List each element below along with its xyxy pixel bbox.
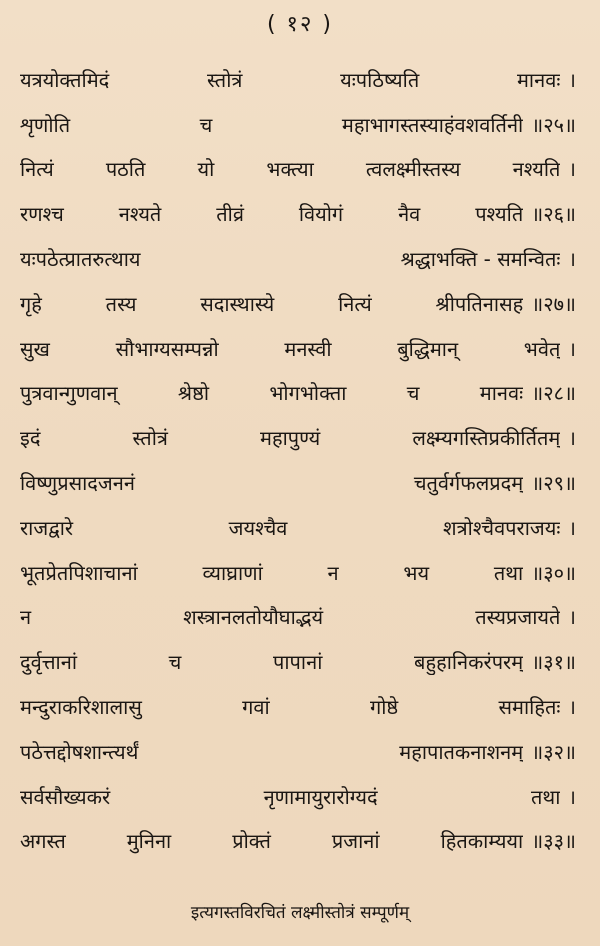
- verse-word: रणश्च: [20, 202, 64, 227]
- verse-word: तथा: [493, 560, 524, 585]
- verse-word: शृणोति: [20, 112, 71, 137]
- verse-word: वियोगं: [298, 202, 344, 227]
- verse-word: पुत्रवान्गुणवान्: [20, 381, 118, 406]
- verse-end-mark: ।: [568, 67, 576, 92]
- verse-word: गृहे: [20, 291, 42, 316]
- verse-word: नृणामायुरारोग्यदं: [263, 784, 378, 809]
- verse-word: श्रद्धाभक्ति - समन्वितः: [400, 247, 561, 272]
- verse-word: इदं: [20, 426, 41, 451]
- verse-word: व्याघ्राणां: [202, 560, 263, 585]
- verse-word: नैव: [398, 202, 421, 227]
- verse-line: [20, 57, 576, 102]
- verse-line: [20, 774, 576, 819]
- verse-word: मनस्वी: [284, 336, 332, 361]
- verse-text: [20, 245, 560, 272]
- verse-end-mark: ।: [568, 336, 576, 361]
- verse-word: यत्रयोक्तमिदं: [20, 67, 110, 92]
- verse-end-mark: ।: [568, 515, 576, 540]
- verse-end-mark: ।: [568, 695, 576, 720]
- verse-text: [20, 603, 560, 630]
- verse-line: [20, 505, 576, 550]
- verse-line: [20, 147, 576, 192]
- verse-word: च: [199, 112, 213, 137]
- verse-text: [20, 469, 523, 496]
- verse-word: प्रजानां: [331, 829, 380, 854]
- verse-word: मुनिना: [126, 829, 172, 854]
- verse-word: च: [168, 650, 182, 675]
- verse-word: महापुण्यं: [260, 426, 321, 451]
- verse-text: [20, 559, 523, 586]
- verse-word: पापानां: [273, 650, 323, 675]
- verse-text: [20, 335, 560, 362]
- verse-word: श्रीपतिनासह: [435, 291, 524, 316]
- verse-end-mark: ॥२९॥: [531, 471, 576, 496]
- verse-word: गवां: [242, 695, 270, 720]
- verse-word: चतुर्वर्गफलप्रदम्: [413, 471, 524, 496]
- verse-line: [20, 819, 576, 864]
- verse-line: [20, 102, 576, 147]
- verse-text: [20, 66, 560, 93]
- verse-line: [20, 550, 576, 595]
- verse-text: [20, 200, 523, 227]
- verse-end-mark: ॥३२॥: [531, 739, 576, 764]
- verse-text: [20, 827, 523, 854]
- verse-word: सुख: [20, 336, 50, 361]
- verse-text: [20, 290, 523, 317]
- verse-text: [20, 514, 560, 541]
- verse-end-mark: ॥२५॥: [531, 112, 576, 137]
- verse-end-mark: ।: [568, 426, 576, 451]
- verse-word: स्तोत्रं: [132, 426, 168, 451]
- verse-line: [20, 639, 576, 684]
- verse-word: तस्य: [105, 291, 137, 316]
- verse-word: मानवः: [479, 381, 524, 406]
- verse-word: विष्णुप्रसादजननं: [20, 471, 135, 496]
- verse-word: शत्रोश्चैवपराजयः: [443, 515, 561, 540]
- verse-word: मानवः: [516, 67, 561, 92]
- verse-word: हितकाम्यया: [440, 829, 524, 854]
- verse-end-mark: ॥२७॥: [531, 291, 576, 316]
- verse-word: यःपठेत्प्रातरुत्थाय: [20, 247, 141, 272]
- verse-text: [20, 693, 560, 720]
- verse-word: नित्यं: [20, 157, 54, 182]
- verse-word: बहुहानिकरंपरम्: [414, 650, 524, 675]
- verse-word: मन्दुराकरिशालासु: [20, 695, 142, 720]
- colophon: इत्यगस्तविरचितं लक्ष्मीस्तोत्रं सम्पूर्णम्: [190, 903, 410, 923]
- verse-word: पश्यति: [475, 202, 524, 227]
- verse-text: [20, 111, 523, 138]
- verse-word: च: [406, 381, 420, 406]
- verse-end-mark: ॥२६॥: [531, 202, 576, 227]
- verse-word: गोष्ठे: [369, 695, 399, 720]
- verse-line: [20, 415, 576, 460]
- verse-word: श्रेष्ठो: [177, 381, 210, 406]
- verse-word: महाभागस्तस्याहंवशवर्तिनी: [341, 112, 524, 137]
- verse-end-mark: ।: [568, 605, 576, 630]
- verse-word: भूतप्रेतपिशाचानां: [20, 560, 138, 585]
- verse-word: न: [20, 605, 32, 630]
- verse-word: प्रोक्तं: [232, 829, 271, 854]
- verse-end-mark: ॥३३॥: [531, 829, 576, 854]
- verse-end-mark: ।: [568, 247, 576, 272]
- verse-word: नित्यं: [338, 291, 372, 316]
- verse-word: भय: [403, 560, 430, 585]
- verse-word: यो: [197, 157, 215, 182]
- verse-line: [20, 460, 576, 505]
- page-number: ( १२ ): [266, 12, 334, 37]
- verse-line: [20, 371, 576, 416]
- verse-text: [20, 155, 560, 182]
- verse-word: तथा: [531, 784, 561, 809]
- verse-word: अगस्त: [20, 829, 66, 854]
- verse-word: शस्त्रानलतोयौघाद्भयं: [183, 605, 324, 630]
- verse-word: जयश्चैव: [228, 515, 288, 540]
- verse-word: दुर्वृत्तानां: [20, 650, 78, 675]
- verse-word: न: [327, 560, 339, 585]
- verse-text: [20, 783, 560, 810]
- verse-word: तस्यप्रजायते: [475, 605, 561, 630]
- verse-line: [20, 595, 576, 640]
- verse-word: स्तोत्रं: [207, 67, 243, 92]
- verse-block: [20, 57, 576, 863]
- verse-end-mark: ॥३१॥: [531, 650, 576, 675]
- verse-word: त्वलक्ष्मीस्तस्य: [365, 157, 461, 182]
- verse-word: सदास्थास्ये: [200, 291, 275, 316]
- verse-line: [20, 281, 576, 326]
- verse-line: [20, 191, 576, 236]
- verse-text: [20, 424, 560, 451]
- verse-end-mark: ॥२८॥: [531, 381, 576, 406]
- verse-end-mark: ।: [568, 157, 576, 182]
- verse-word: नश्यते: [118, 202, 162, 227]
- verse-word: भवेत्: [523, 336, 561, 361]
- verse-text: [20, 738, 523, 765]
- verse-line: [20, 684, 576, 729]
- verse-word: समाहितः: [498, 695, 561, 720]
- verse-word: सौभाग्यसम्पन्नो: [115, 336, 219, 361]
- verse-word: महापातकनाशनम्: [399, 739, 524, 764]
- verse-word: यःपठिष्यति: [340, 67, 420, 92]
- verse-line: [20, 236, 576, 281]
- verse-word: भोगभोक्ता: [269, 381, 347, 406]
- verse-line: [20, 326, 576, 371]
- verse-line: [20, 729, 576, 774]
- verse-text: [20, 379, 523, 406]
- verse-end-mark: ।: [568, 784, 576, 809]
- verse-word: राजद्वारे: [20, 515, 74, 540]
- verse-end-mark: ॥३०॥: [531, 560, 576, 585]
- verse-word: तीव्रं: [216, 202, 244, 227]
- verse-word: नश्यति: [512, 157, 561, 182]
- verse-word: सर्वसौख्यकरं: [20, 784, 111, 809]
- verse-text: [20, 648, 523, 675]
- verse-word: भक्त्या: [266, 157, 314, 182]
- verse-word: लक्ष्म्यगस्तिप्रकीर्तितम्: [412, 426, 561, 451]
- verse-word: पठेत्तद्दोषशान्त्यर्थं: [20, 739, 139, 764]
- verse-word: बुद्धिमान्: [397, 336, 459, 361]
- verse-word: पठति: [105, 157, 146, 182]
